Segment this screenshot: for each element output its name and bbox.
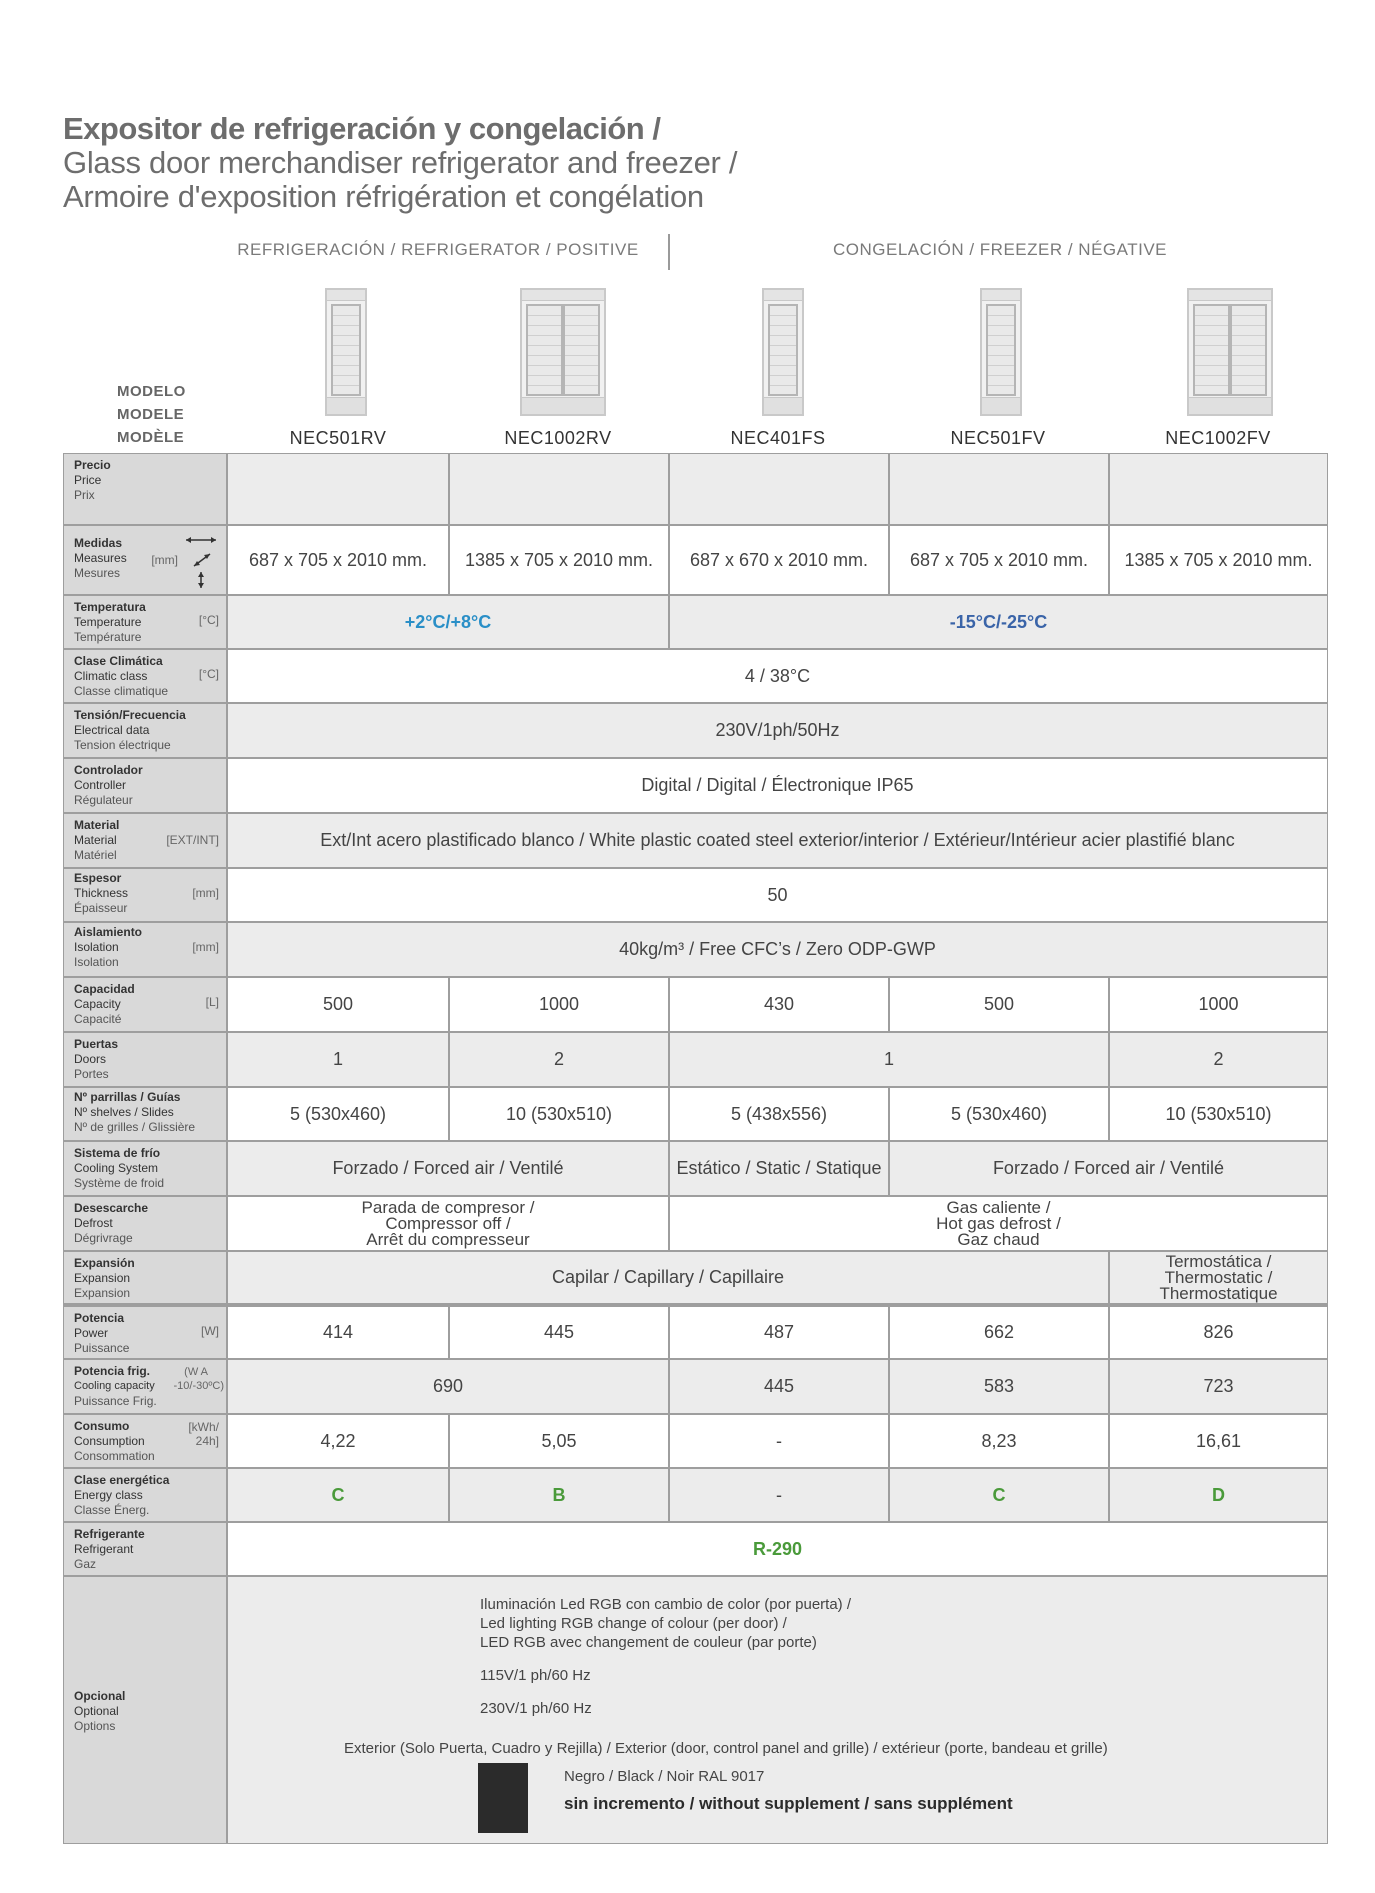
row-label: Capacidad Capacity Capacité [L] [64, 978, 228, 1031]
row-label: Expansión Expansion Expansion [64, 1252, 228, 1303]
cell-value: 662 [983, 1322, 1015, 1342]
cell-value: 445 [763, 1376, 795, 1396]
row-label: Nº parrillas / Guías Nº shelves / Slides Nº de grilles / Glissière [64, 1088, 228, 1140]
row-material [64, 814, 1327, 867]
row-label: Precio Price Prix [64, 454, 228, 524]
energy-class-badge: C [992, 1484, 1006, 1505]
cell-value: Termostática / Thermostatic / Thermostatique [1159, 1251, 1278, 1303]
model-name: NEC501RV [289, 428, 387, 448]
row-label: Puertas Doors Portes [64, 1033, 228, 1086]
black-color-swatch [478, 1763, 528, 1833]
row-label: Espesor Thickness Épaisseur [mm] [64, 869, 228, 921]
cell-value: 1385 x 705 x 2010 mm. [1124, 549, 1313, 570]
cell-value: 10 (530x510) [1165, 1103, 1272, 1124]
cell-value: 1 [883, 1049, 894, 1069]
refrigerant-value: R-290 [752, 1538, 803, 1559]
cell-value: 430 [763, 994, 795, 1014]
row-label: Aislamiento Isolation Isolation [mm] [64, 923, 228, 976]
cell-value: 8,23 [981, 1430, 1017, 1451]
cell-value: Forzado / Forced air / Ventilé [332, 1158, 564, 1178]
cell-value: Estático / Static / Statique [676, 1158, 882, 1178]
freezer-group-header: CONGELACIÓN / FREEZER / NÉGATIVE [832, 240, 1167, 259]
row-label: Clase Climática Climatic class Classe climatique [°C] [64, 650, 228, 702]
row-aislamiento [64, 923, 1327, 976]
row-desescarche [64, 1197, 1327, 1250]
row-expansion [64, 1252, 1327, 1303]
cell-value: 2 [1213, 1049, 1224, 1069]
single-door-freezer-image [762, 288, 804, 416]
row-label: Tensión/Frecuencia Electrical data Tension électrique [64, 704, 228, 757]
title-en: Glass door merchandiser refrigerator and freezer / [63, 145, 738, 180]
row-label: Potencia Power Puissance [W] [64, 1307, 228, 1358]
page-title [63, 112, 963, 214]
cell-value: 690 [432, 1376, 464, 1396]
group-separator [668, 234, 670, 270]
row-parrillas [64, 1088, 1327, 1140]
row-label: Sistema de frío Cooling System Système de froid [64, 1142, 228, 1195]
model-name: NEC501FV [950, 428, 1046, 448]
row-label: Medidas Measures Mesures [mm] [64, 526, 228, 594]
cell-value: +2°C/+8°C [404, 611, 492, 632]
double-door-fridge-image [520, 288, 606, 416]
cell-value: 40kg/m³ / Free CFC’s / Zero ODP-GWP [619, 939, 936, 959]
row-sistema-frio [64, 1142, 1327, 1195]
row-opcional [64, 1577, 1327, 1843]
title-fr: Armoire d'exposition réfrigération et congélation [63, 179, 704, 214]
cell-value: 4 / 38°C [744, 665, 811, 686]
single-door-freezer-image [980, 288, 1022, 416]
cell-value: 1000 [1198, 994, 1239, 1014]
row-tension [64, 704, 1327, 757]
energy-class-badge: - [776, 1484, 782, 1505]
cell-value: -15°C/-25°C [949, 611, 1048, 632]
cell-value: 2 [553, 1049, 564, 1069]
cell-value: 16,61 [1195, 1430, 1242, 1451]
row-label: Desescarche Defrost Dégrivrage [64, 1197, 228, 1250]
cell-value: Digital / Digital / Électronique IP65 [641, 775, 914, 795]
row-potencia-frig [64, 1360, 1327, 1413]
cell-value: - [776, 1430, 782, 1451]
cell-value: 4,22 [320, 1430, 356, 1451]
cell-value: 487 [763, 1322, 795, 1342]
cell-value: 1 [332, 1049, 343, 1069]
row-label: Clase energética Energy class Classe Énerg. [64, 1469, 228, 1521]
row-temperatura [64, 596, 1327, 648]
row-precio [64, 454, 1327, 524]
cell-value: 1000 [538, 994, 580, 1014]
model-name: NEC1002RV [504, 428, 612, 448]
cell-value: Ext/Int acero plastificado blanco / White plastic coated steel exterior/interior / Extérieur/Intérieur acier plastifié blanc [320, 830, 1235, 850]
row-label: Temperatura Temperature Température [°C] [64, 596, 228, 648]
option-color-black: Negro / Black / Noir RAL 9017 [564, 1768, 765, 1785]
cell-value: 687 x 705 x 2010 mm. [909, 549, 1089, 570]
energy-class-badge: D [1212, 1484, 1225, 1505]
cell-value: 50 [767, 884, 788, 905]
energy-class-badge: C [331, 1484, 345, 1505]
cell-value: Gas caliente / Hot gas defrost / Gaz chaud [936, 1197, 1061, 1249]
row-medidas [64, 526, 1327, 594]
cell-value: 5,05 [541, 1430, 577, 1451]
cell-value: 1385 x 705 x 2010 mm. [464, 549, 654, 570]
model-label: MODELO MODELE MODÈLE [117, 383, 186, 446]
cell-value: 5 (438x556) [730, 1103, 828, 1124]
row-label: Consumo Consumption Consommation [kWh/ 24h] [64, 1415, 228, 1467]
row-puertas [64, 1033, 1327, 1086]
cell-value: Capilar / Capillary / Capillaire [551, 1267, 785, 1287]
row-controlador [64, 759, 1327, 812]
row-espesor [64, 869, 1327, 921]
cell-value: 500 [983, 994, 1015, 1014]
dimensions-icon [184, 532, 218, 590]
cell-value: 826 [1203, 1322, 1234, 1342]
option-exterior: Exterior (Solo Puerta, Cuadro y Rejilla) / Exterior (door, control panel and grille) / extérieur (porte, bandeau et grille) [344, 1740, 1108, 1757]
row-label: Material Material Matériel [EXT/INT] [64, 814, 228, 867]
energy-class-badge: B [552, 1484, 566, 1505]
cell-value: 500 [322, 994, 354, 1014]
option-115v: 115V/1 ph/60 Hz [480, 1667, 591, 1684]
row-label: Opcional Optional Options [64, 1577, 228, 1843]
row-capacidad [64, 978, 1327, 1031]
spec-table [63, 453, 1328, 1844]
single-door-fridge-image [325, 288, 367, 416]
cell-value: Parada de compresor / Compressor off / Arrêt du compresseur [361, 1197, 535, 1249]
row-label: Potencia frig. Cooling capacity Puissance Frig. (W A -10/-30ºC) [64, 1360, 228, 1413]
model-name: NEC1002FV [1165, 428, 1271, 448]
cell-value: 5 (530x460) [289, 1103, 387, 1124]
cell-value: 687 x 705 x 2010 mm. [248, 549, 428, 570]
cell-value: 445 [543, 1322, 575, 1342]
option-230v: 230V/1 ph/60 Hz [480, 1700, 592, 1717]
row-label: Refrigerante Refrigerant Gaz [64, 1523, 228, 1575]
cell-value: 230V/1ph/50Hz [715, 720, 840, 740]
row-refrigerante [64, 1523, 1327, 1575]
option-led-lighting: Iluminación Led RGB con cambio de color (por puerta) / Led lighting RGB change of colour (per door) / LED RGB avec changement de couleur (par porte) [480, 1596, 852, 1651]
cell-value: 414 [322, 1322, 354, 1342]
refrigerator-group-header: REFRIGERACIÓN / REFRIGERATOR / POSITIVE [237, 240, 639, 259]
model-name: NEC401FS [730, 428, 826, 448]
option-supplement-note: sin incremento / without supplement / sans supplément [564, 1794, 1013, 1813]
row-clase-energetica [64, 1469, 1327, 1521]
row-clase-climatica [64, 650, 1327, 702]
cell-value: 10 (530x510) [505, 1103, 613, 1124]
cell-value: 583 [983, 1376, 1015, 1396]
cell-value: 5 (530x460) [950, 1103, 1048, 1124]
cell-value: 723 [1203, 1376, 1234, 1396]
cell-value: 687 x 670 x 2010 mm. [689, 549, 869, 570]
title-es: Expositor de refrigeración y congelación / [63, 111, 661, 146]
row-consumo [64, 1415, 1327, 1467]
row-label: Controlador Controller Régulateur [64, 759, 228, 812]
row-potencia [64, 1307, 1327, 1358]
cell-value: Forzado / Forced air / Ventilé [992, 1158, 1225, 1178]
double-door-freezer-image [1187, 288, 1273, 416]
